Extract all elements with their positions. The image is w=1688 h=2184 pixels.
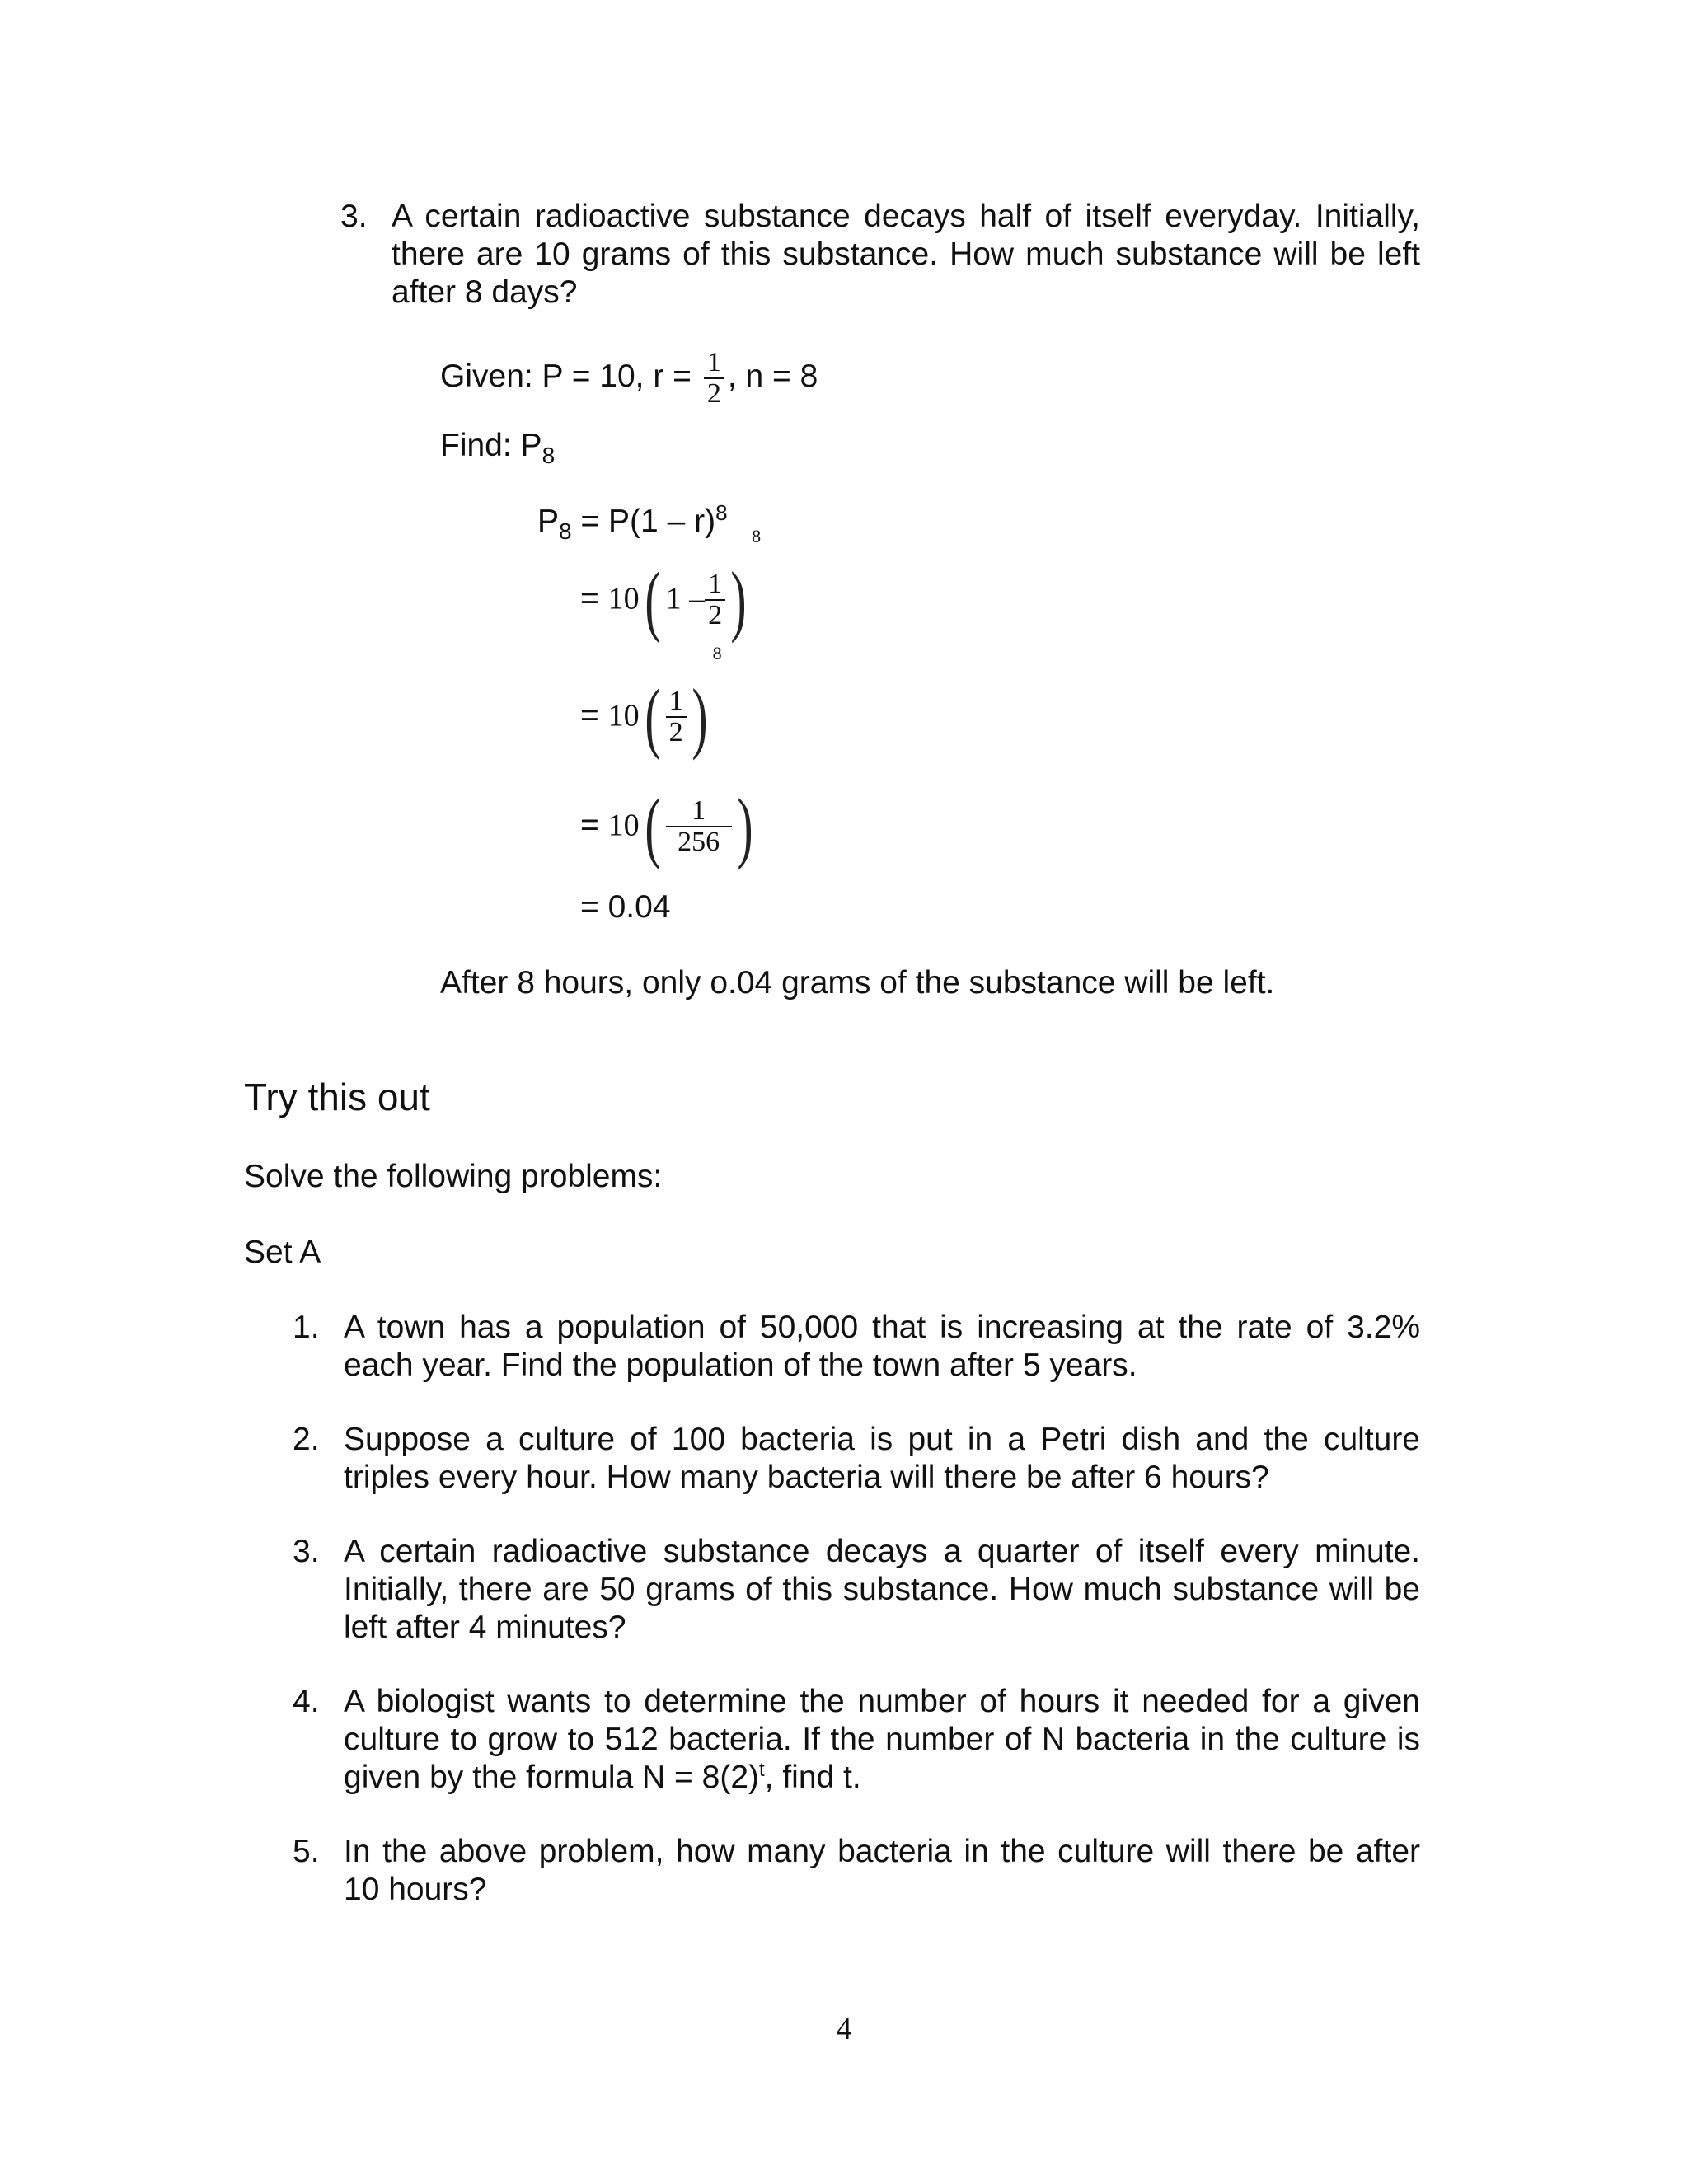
problem-text: A biologist wants to determine the number of hours it needed for a given culture to grow to 512 bacteria. If the number of N bacteria in the culture is given by the formula $N = 8(2)^t$, find t.: [344, 1684, 1420, 1796]
list-item: [293, 1833, 1420, 1909]
page-number: 4: [836, 2012, 852, 2046]
problem-text: In the above problem, how many bacteria in the culture will there be after 10 hours?: [344, 1834, 1420, 1908]
list-item: [293, 1533, 1420, 1647]
set-label: Set A: [244, 1235, 321, 1270]
find-label: Find: P: [440, 428, 542, 463]
left-paren-icon: (: [645, 782, 661, 870]
right-paren-icon: ): [730, 555, 747, 644]
step-result: = 0.04: [580, 889, 671, 925]
right-paren-icon: ): [736, 782, 753, 870]
problem-text: Suppose a culture of 100 bacteria is put in a Petri dish and the culture triples every hour. How many bacteria will there be after 6 hours?: [344, 1422, 1420, 1496]
formula-exponent: 8: [715, 500, 728, 525]
problem-number: 4.: [293, 1684, 320, 1719]
section-heading: Try this out: [244, 1076, 430, 1118]
problem-text: A certain radioactive substance decays a quarter of itself every minute. Initially, there are 50 grams of this substance. How much substance will be left after 4 minutes?: [344, 1534, 1420, 1646]
step1-coefficient: 10: [607, 581, 640, 616]
section-instruction: Solve the following problems:: [244, 1159, 663, 1194]
step2-exponent: 8: [712, 643, 722, 663]
step-3: [580, 782, 758, 870]
example-text: A certain radioactive substance decays half of itself everyday. Initially, there are 10 grams of this substance. How much substance will be left after 8 days?: [392, 199, 1420, 311]
list-item: [293, 1421, 1420, 1497]
step2-equals: =: [580, 697, 599, 733]
problem-number: 3.: [293, 1534, 320, 1569]
problem-number: 5.: [293, 1834, 320, 1869]
left-paren-icon: (: [645, 555, 661, 644]
left-paren-icon: (: [645, 673, 661, 761]
step1-equals: =: [580, 580, 599, 616]
step-2: [580, 643, 722, 761]
formula-lhs: P: [537, 504, 560, 539]
example-number: 3.: [340, 199, 368, 234]
problem-text: A town has a population of 50,000 that is increasing at the rate of 3.2% each year. Find the population of the town after 5 years.: [344, 1310, 1420, 1384]
step1-exponent: 8: [752, 526, 762, 546]
step2-fraction: $\frac{1}{2}$: [666, 687, 687, 747]
formula-lhs-sub: 8: [559, 518, 572, 544]
find-line: [440, 427, 555, 469]
given-label: Given: P = 10, r =: [440, 358, 692, 394]
step3-fraction: $\frac{1}{256}$: [666, 796, 732, 856]
problem-number: 2.: [293, 1422, 320, 1457]
find-subscript: 8: [542, 442, 556, 468]
step3-equals: =: [580, 807, 599, 843]
step-1: [580, 526, 762, 644]
formula-rhs: = P(1 – r): [571, 504, 716, 539]
given-line: [440, 348, 818, 408]
problem-number: 1.: [293, 1310, 320, 1345]
formula-line: [537, 500, 728, 545]
example-conclusion: After 8 hours, only o.04 grams of the substance will be left.: [440, 965, 1275, 1001]
step2-coefficient: 10: [607, 698, 640, 733]
exponent-t: t: [759, 1759, 765, 1782]
given-n: , n = 8: [727, 358, 818, 394]
given-r-fraction: $\frac{1}{2}$: [704, 348, 724, 408]
list-item: [293, 1309, 1420, 1385]
right-paren-icon: ): [691, 673, 708, 761]
step3-coefficient: 10: [607, 808, 640, 843]
step1-fraction: $\frac{1}{2}$: [705, 569, 725, 630]
list-item: [293, 1683, 1420, 1797]
step1-inner: 1 –: [665, 581, 706, 616]
example-problem: [340, 198, 1420, 312]
